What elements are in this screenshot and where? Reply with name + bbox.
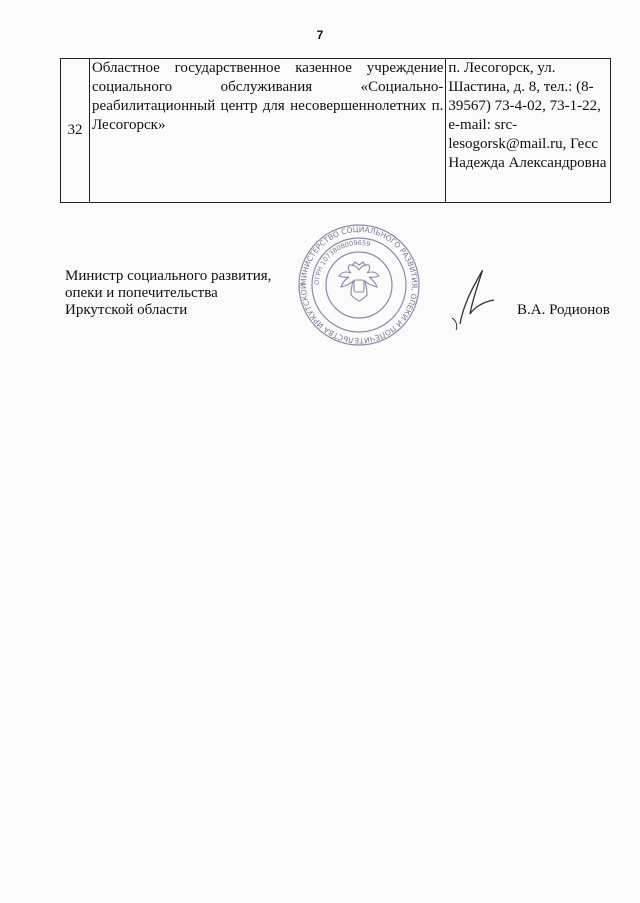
signatory-line: опеки и попечительства: [65, 285, 218, 301]
official-seal-stamp: [296, 222, 422, 348]
stamp-outer-text: МИНИСТЕРСТВО СОЦИАЛЬНОГО РАЗВИТИЯ, ОПЕКИ И ПОПЕЧИТЕЛЬСТВА ИРКУТСКОЙ: [298, 224, 420, 346]
signature-icon: [442, 262, 502, 332]
organizations-table: [60, 58, 611, 203]
signatory-title: [65, 268, 271, 319]
row-number: 32: [61, 59, 90, 203]
signatory-line: Иркутской области: [65, 302, 188, 318]
table-row: [61, 59, 611, 203]
organization-contacts: п. Лесогорск, ул. Шастина, д. 8, тел.: (8-39567) 73-4-02, 73-1-22, e-mail: src-lesogorsk@mail.ru, Гесс Надежда Александровна: [446, 59, 611, 203]
stamp-inner-text: ОГРН 1073808009659: [312, 238, 372, 286]
minister-name: В.А. Родионов: [517, 302, 610, 318]
page-number: 7: [316, 28, 324, 42]
signatory-line: Министр социального развития,: [65, 268, 272, 284]
eagle-emblem-icon: [339, 262, 379, 301]
organization-name: Областное государственное казенное учреждение социального обслуживания «Социально-реабилитационный центр для несовершеннолетних п. Лесогорск»: [89, 59, 445, 203]
